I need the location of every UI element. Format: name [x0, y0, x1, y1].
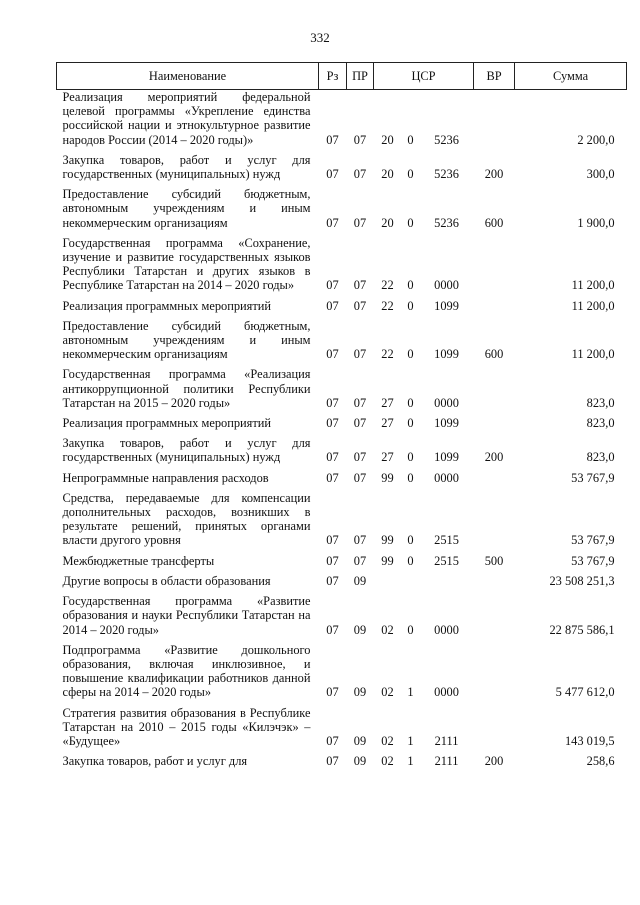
- row-csr-subprogram: 0: [407, 132, 414, 147]
- page-number: 332: [310, 30, 330, 45]
- row-csr-subprogram: 0: [407, 450, 414, 465]
- budget-table: [56, 62, 627, 774]
- row-csr-direction: 1099: [434, 450, 459, 465]
- row-name: Реализация мероприятий федеральной целевой программы «Укрепление единства российской нации и этнокультурное развитие народов России (2014 – 2020 годы)»: [62, 90, 311, 147]
- row-sum: 300,0: [586, 167, 615, 182]
- row-csr-program: 22: [381, 278, 394, 293]
- row-csr-subprogram: 0: [407, 347, 414, 362]
- row-vr: [474, 594, 515, 643]
- row-sum: 53 767,9: [571, 553, 615, 568]
- table-row: [57, 491, 627, 554]
- row-pr: 09: [353, 754, 367, 769]
- row-rz: 07: [326, 450, 339, 465]
- row-csr-direction: 5236: [434, 167, 459, 182]
- row-csr-program: 02: [381, 622, 394, 637]
- row-csr-direction: 0000: [434, 622, 459, 637]
- row-csr-program: 22: [381, 347, 394, 362]
- table-row: [57, 754, 627, 774]
- header-pr: ПР: [347, 63, 374, 90]
- row-csr-program: 27: [381, 450, 394, 465]
- row-rz: 07: [326, 278, 339, 293]
- row-csr-subprogram: 0: [407, 278, 414, 293]
- table-row: [57, 90, 627, 153]
- row-pr: 07: [353, 470, 367, 485]
- row-csr-direction: 5236: [434, 132, 459, 147]
- row-csr-subprogram: 1: [407, 685, 414, 700]
- row-sum: 143 019,5: [564, 733, 615, 748]
- row-csr-subprogram: 0: [407, 416, 414, 431]
- table-row: [57, 574, 627, 594]
- row-rz: 07: [326, 132, 339, 147]
- row-csr-direction: 0000: [434, 278, 459, 293]
- row-pr: 09: [353, 622, 367, 637]
- row-csr-program: 02: [381, 685, 394, 700]
- row-pr: 07: [353, 215, 367, 230]
- row-vr: [474, 471, 515, 491]
- row-csr-direction: [420, 574, 474, 594]
- table-row: [57, 416, 627, 436]
- table-header: [57, 63, 627, 90]
- row-name: Реализация программных мероприятий: [62, 298, 272, 313]
- table-row: [57, 554, 627, 574]
- row-csr-direction: 2515: [434, 533, 459, 548]
- row-pr: 07: [353, 416, 367, 431]
- row-rz: 07: [326, 685, 339, 700]
- row-csr-subprogram: 0: [407, 553, 414, 568]
- row-name: Другие вопросы в области образования: [62, 573, 271, 588]
- row-rz: 07: [326, 622, 339, 637]
- row-csr-subprogram: 1: [407, 754, 414, 769]
- row-vr: [474, 236, 515, 299]
- table-row: [57, 436, 627, 470]
- row-rz: 07: [326, 395, 339, 410]
- row-name: Закупка товаров, работ и услуг для: [62, 754, 248, 769]
- row-vr: 500: [484, 553, 504, 568]
- row-sum: 2 200,0: [577, 132, 615, 147]
- row-vr: 600: [484, 215, 504, 230]
- table-row: [57, 367, 627, 416]
- row-rz: 07: [326, 470, 339, 485]
- table-row: [57, 319, 627, 368]
- row-name: Государственная программа «Реализация антикоррупционной политики Республики Татарстан на 2015 – 2020 годы»: [62, 367, 311, 410]
- row-csr-direction: 2515: [434, 553, 459, 568]
- row-pr: 07: [353, 167, 367, 182]
- row-sum: 22 875 586,1: [549, 622, 615, 637]
- table-row: [57, 706, 627, 755]
- row-name: Стратегия развития образования в Республике Татарстан на 2010 – 2015 годы «Килэчэк» – «Будущее»: [62, 705, 311, 748]
- row-csr-direction: 0000: [434, 470, 459, 485]
- row-rz: 07: [326, 167, 339, 182]
- row-name: Непрограммные направления расходов: [62, 470, 269, 485]
- row-pr: 09: [353, 573, 367, 588]
- row-csr-program: 99: [381, 533, 394, 548]
- row-csr-subprogram: 0: [407, 395, 414, 410]
- header-name: Наименование: [57, 63, 319, 90]
- row-vr: 600: [484, 347, 504, 362]
- row-sum: 23 508 251,3: [549, 573, 615, 588]
- row-vr: [474, 491, 515, 554]
- row-vr: [474, 299, 515, 319]
- row-pr: 07: [353, 347, 367, 362]
- row-csr-program: 27: [381, 416, 394, 431]
- table-row: [57, 643, 627, 706]
- row-sum: 823,0: [586, 450, 615, 465]
- row-csr-program: 99: [381, 470, 394, 485]
- row-csr-program: 02: [381, 754, 394, 769]
- row-csr-program: 20: [381, 215, 394, 230]
- header-rz: Рз: [319, 63, 347, 90]
- row-sum: 1 900,0: [577, 215, 615, 230]
- row-csr-program: 02: [381, 733, 394, 748]
- row-rz: 07: [326, 298, 339, 313]
- table-row: [57, 594, 627, 643]
- row-rz: 07: [326, 553, 339, 568]
- row-name: Межбюджетные трансферты: [62, 553, 215, 568]
- row-pr: 07: [353, 132, 367, 147]
- row-csr-subprogram: 0: [407, 533, 414, 548]
- table-row: [57, 471, 627, 491]
- row-vr: 200: [484, 450, 504, 465]
- row-sum: 11 200,0: [571, 347, 615, 362]
- row-csr-subprogram: 1: [407, 733, 414, 748]
- row-pr: 07: [353, 395, 367, 410]
- table-body: [57, 90, 627, 775]
- row-rz: 07: [326, 573, 339, 588]
- row-sum: 258,6: [586, 754, 615, 769]
- row-vr: [474, 643, 515, 706]
- row-vr: [474, 367, 515, 416]
- table-row: [57, 236, 627, 299]
- row-name: Предоставление субсидий бюджетным, автономным учреждениям и иным некоммерческим организациям: [62, 187, 311, 230]
- row-vr: [474, 416, 515, 436]
- header-csr: ЦСР: [374, 63, 474, 90]
- row-csr-subprogram: 0: [407, 298, 414, 313]
- row-pr: 07: [353, 450, 367, 465]
- row-name: Предоставление субсидий бюджетным, автономным учреждениям и иным некоммерческим организациям: [62, 318, 311, 362]
- row-sum: 53 767,9: [571, 470, 615, 485]
- row-sum: 823,0: [586, 395, 615, 410]
- row-pr: 09: [353, 685, 367, 700]
- row-csr-subprogram: 0: [407, 167, 414, 182]
- row-sum: 11 200,0: [571, 278, 615, 293]
- row-sum: 823,0: [586, 416, 615, 431]
- row-pr: 07: [353, 553, 367, 568]
- row-rz: 07: [326, 533, 339, 548]
- row-name: Государственная программа «Развитие образования и науки Республики Татарстан на 2014 – 2020 годы»: [62, 594, 311, 637]
- table-row: [57, 153, 627, 187]
- row-csr-direction: 2111: [434, 754, 459, 769]
- row-vr: [474, 706, 515, 755]
- row-rz: 07: [326, 754, 339, 769]
- row-pr: 09: [353, 733, 367, 748]
- row-csr-program: 99: [381, 553, 394, 568]
- row-vr: 200: [484, 754, 504, 769]
- row-csr-subprogram: [402, 574, 420, 594]
- row-pr: 07: [353, 533, 367, 548]
- row-rz: 07: [326, 347, 339, 362]
- row-name: Средства, передаваемые для компенсации дополнительных расходов, возникших в результате решений, принятых органами власти другого уровня: [62, 490, 311, 548]
- row-pr: 07: [353, 278, 367, 293]
- row-csr-subprogram: 0: [407, 215, 414, 230]
- row-rz: 07: [326, 215, 339, 230]
- row-name: Реализация программных мероприятий: [62, 416, 272, 431]
- row-csr-program: 20: [381, 132, 394, 147]
- row-csr-direction: 1099: [434, 416, 459, 431]
- header-sum: Сумма: [515, 63, 627, 90]
- row-csr-direction: 0000: [434, 395, 459, 410]
- row-sum: 11 200,0: [571, 298, 615, 313]
- header-vr: ВР: [474, 63, 515, 90]
- row-csr-direction: 1099: [434, 298, 459, 313]
- row-vr: [474, 90, 515, 153]
- row-rz: 07: [326, 416, 339, 431]
- row-csr-subprogram: 0: [407, 470, 414, 485]
- row-name: Подпрограмма «Развитие дошкольного образования, включая инклюзивное, и повышение квалификации работников данной сферы на 2014 – 2020 годы»: [62, 642, 311, 700]
- row-csr-program: 27: [381, 395, 394, 410]
- row-csr-program: 22: [381, 298, 394, 313]
- row-csr-program: [374, 574, 402, 594]
- row-csr-direction: 1099: [434, 347, 459, 362]
- row-vr: 200: [484, 167, 504, 182]
- row-pr: 07: [353, 298, 367, 313]
- row-csr-direction: 2111: [434, 733, 459, 748]
- row-csr-direction: 5236: [434, 215, 459, 230]
- row-vr: [474, 574, 515, 594]
- row-name: Государственная программа «Сохранение, изучение и развитие государственных языков Республики Татарстан и других языков в Республике Татарстан на 2014 – 2020 годы»: [62, 235, 311, 293]
- row-sum: 5 477 612,0: [555, 685, 615, 700]
- row-name: Закупка товаров, работ и услуг для государственных (муниципальных) нужд: [62, 152, 311, 182]
- table-row: [57, 299, 627, 319]
- table-row: [57, 187, 627, 236]
- row-sum: 53 767,9: [571, 533, 615, 548]
- row-name: Закупка товаров, работ и услуг для государственных (муниципальных) нужд: [62, 436, 311, 465]
- row-csr-program: 20: [381, 167, 394, 182]
- row-csr-subprogram: 0: [407, 622, 414, 637]
- row-csr-direction: 0000: [434, 685, 459, 700]
- row-rz: 07: [326, 733, 339, 748]
